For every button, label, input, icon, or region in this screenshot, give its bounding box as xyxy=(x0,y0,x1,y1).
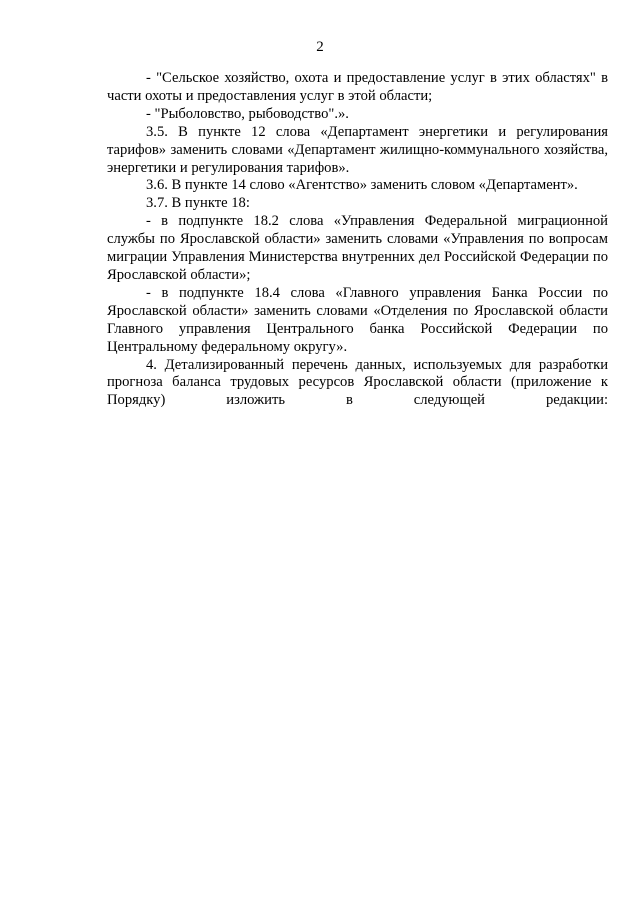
paragraph: - в подпункте 18.2 слова «Управления Федеральной миграционной службы по Ярославской области» заменить словами «Управления по вопросам миграции Управления Министерства внутренних дел Российской Федерации по Ярославской области»; xyxy=(107,213,608,283)
paragraph: 4. Детализированный перечень данных, используемых для разработки прогноза баланса трудовых ресурсов Ярославской области (приложение к Порядку) изложить в следующей редакции: xyxy=(107,356,608,409)
paragraph: 3.6. В пункте 14 слово «Агентство» заменить словом «Департамент». xyxy=(146,177,578,194)
page-number: 2 xyxy=(316,39,324,55)
paragraph: - в подпункте 18.4 слова «Главного управления Банка России по Ярославской области» заменить словами «Отделения по Ярославской области Главного управления Центрального банка Российской Федерации по Центральному федеральному округу». xyxy=(107,284,608,355)
paragraph: - "Сельское хозяйство, охота и предоставление услуг в этих областях" в части охоты и предоставления услуг в этой области; xyxy=(107,70,608,104)
paragraph: - "Рыболовство, рыбоводство".». xyxy=(146,105,349,122)
paragraph: 3.7. В пункте 18: xyxy=(146,195,250,212)
document-body xyxy=(107,70,608,410)
paragraph: 3.5. В пункте 12 слова «Департамент энергетики и регулирования тарифов» заменить словами «Департамент жилищно-коммунального хозяйства, энергетики и регулирования тарифов». xyxy=(107,123,608,176)
